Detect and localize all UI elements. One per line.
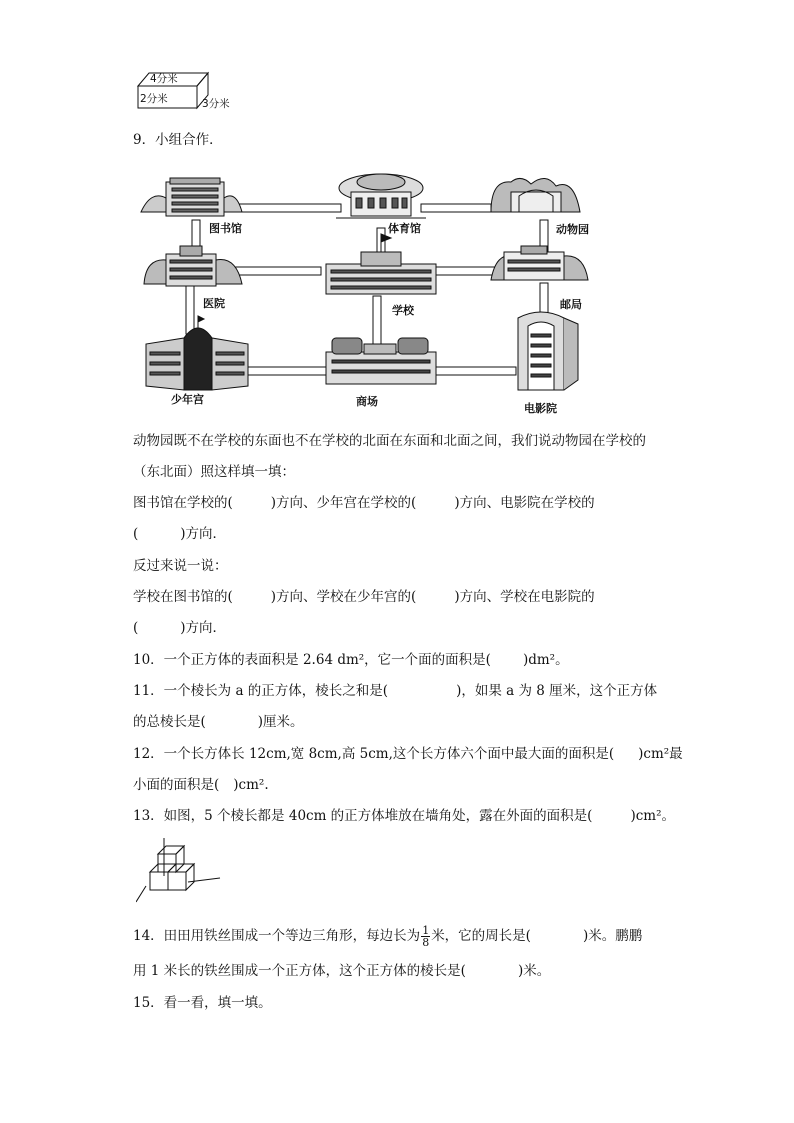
q14-frac-denominator: 8: [422, 936, 430, 949]
q14-text-b: 米，它的周长是(: [431, 928, 531, 944]
q9-fill-b-line2: [133, 619, 226, 637]
map-label-post-office: 邮局: [560, 298, 582, 311]
q9-intro-line2: （东北面）照这样填一填：: [133, 464, 295, 480]
q13-text-b: )cm²。: [630, 808, 675, 824]
q14-text-a: 14．田田用铁丝围成一个等边三角形，每边长为: [133, 928, 421, 944]
map-label-zoo: 动物园: [556, 223, 589, 236]
q9-title: 9．小组合作．: [133, 132, 223, 148]
q11-text-a: 11．一个棱长为 a 的正方体，棱长之和是(: [133, 683, 389, 699]
zoo-building: [491, 178, 580, 212]
q14-frac-numerator: 1: [422, 924, 430, 937]
map-label-gym: 体育馆: [388, 222, 421, 235]
map-label-youth-palace: 少年宫: [171, 393, 204, 406]
q11-line2: [133, 713, 304, 731]
q10-text-b: )dm²。: [522, 652, 569, 668]
q14-line2: [133, 962, 550, 980]
map-label-library: 图书馆: [209, 222, 242, 235]
q9-intro-line1: 动物园既不在学校的东面也不在学校的北面在东面和北面之间，我们说动物园在学校的: [133, 433, 646, 449]
q15-title: 15．看一看，填一填。: [133, 995, 272, 1011]
post-office-building: [491, 246, 588, 280]
library-building: [141, 178, 242, 216]
q9-fill-a-part1: 图书馆在学校的(: [133, 495, 233, 511]
cuboid-top-label: 4分米: [150, 73, 178, 85]
q11-line1: [133, 682, 657, 700]
town-map: [136, 168, 606, 418]
q14-text-d: 用 1 米长的铁丝围成一个正方体，这个正方体的棱长是(: [133, 963, 466, 979]
map-label-school: 学校: [392, 304, 414, 317]
q9-fill-a-part3: )方向、电影院在学校的: [454, 495, 595, 511]
q13-line: [133, 807, 675, 825]
map-label-mall: 商场: [356, 395, 378, 408]
gym-building: [336, 174, 426, 218]
q9-fill-b-part3: )方向、学校在电影院的: [454, 589, 595, 605]
cubes-corner-figure: [136, 838, 226, 908]
q12-line2: [133, 776, 269, 794]
mall-building: [326, 338, 436, 384]
hospital-building: [144, 246, 242, 286]
q9-fill-a-line2: [133, 525, 226, 543]
youth-palace-building: [146, 316, 248, 390]
q14-text-c: )米。鹏鹏: [582, 928, 643, 944]
q14-line1: [133, 925, 642, 948]
q12-text-b: )cm²最: [638, 746, 683, 762]
q9-fill-b-part5: )方向．: [180, 620, 227, 636]
q14-text-e: )米。: [517, 963, 551, 979]
q11-text-d: )厘米。: [257, 714, 304, 730]
map-label-hospital: 医院: [203, 297, 225, 310]
q11-text-c: 的总棱长是(: [133, 714, 206, 730]
q12-text-c: 小面的面积是(: [133, 777, 220, 793]
q10-text-a: 10．一个正方体的表面积是 2.64 dm²，它一个面的面积是(: [133, 652, 491, 668]
cuboid-front-label: 2分米: [140, 93, 168, 105]
q9-fill-b-part4: (: [133, 620, 139, 636]
q9-fill-a-part4: (: [133, 526, 139, 542]
q9-fill-b-part1: 学校在图书馆的(: [133, 589, 233, 605]
cuboid-side-label: 3分米: [202, 98, 230, 110]
q9-fill-a-part5: )方向．: [180, 526, 227, 542]
q12-text-d: )cm².: [233, 777, 269, 793]
cinema-building: [518, 312, 578, 390]
q9-fill-b-line: [133, 588, 595, 606]
q9-fill-a-part2: )方向、少年宫在学校的(: [270, 495, 417, 511]
q13-text-a: 13．如图，5 个棱长都是 40cm 的正方体堆放在墙角处，露在外面的面积是(: [133, 808, 593, 824]
q14-fraction: [421, 925, 430, 948]
q12-text-a: 12．一个长方体长 12cm,宽 8cm,高 5cm,这个长方体六个面中最大面的面积是(: [133, 746, 615, 762]
q9-fill-b-part2: )方向、学校在少年宫的(: [270, 589, 417, 605]
q10-line: [133, 651, 569, 669]
map-label-cinema: 电影院: [524, 402, 557, 415]
q12-line1: [133, 745, 683, 763]
school-building: [326, 234, 436, 294]
q9-reverse-title: 反过来说一说：: [133, 558, 228, 574]
q11-text-b: )，如果 a 为 8 厘米，这个正方体: [456, 683, 658, 699]
q9-fill-a-line: [133, 494, 595, 512]
